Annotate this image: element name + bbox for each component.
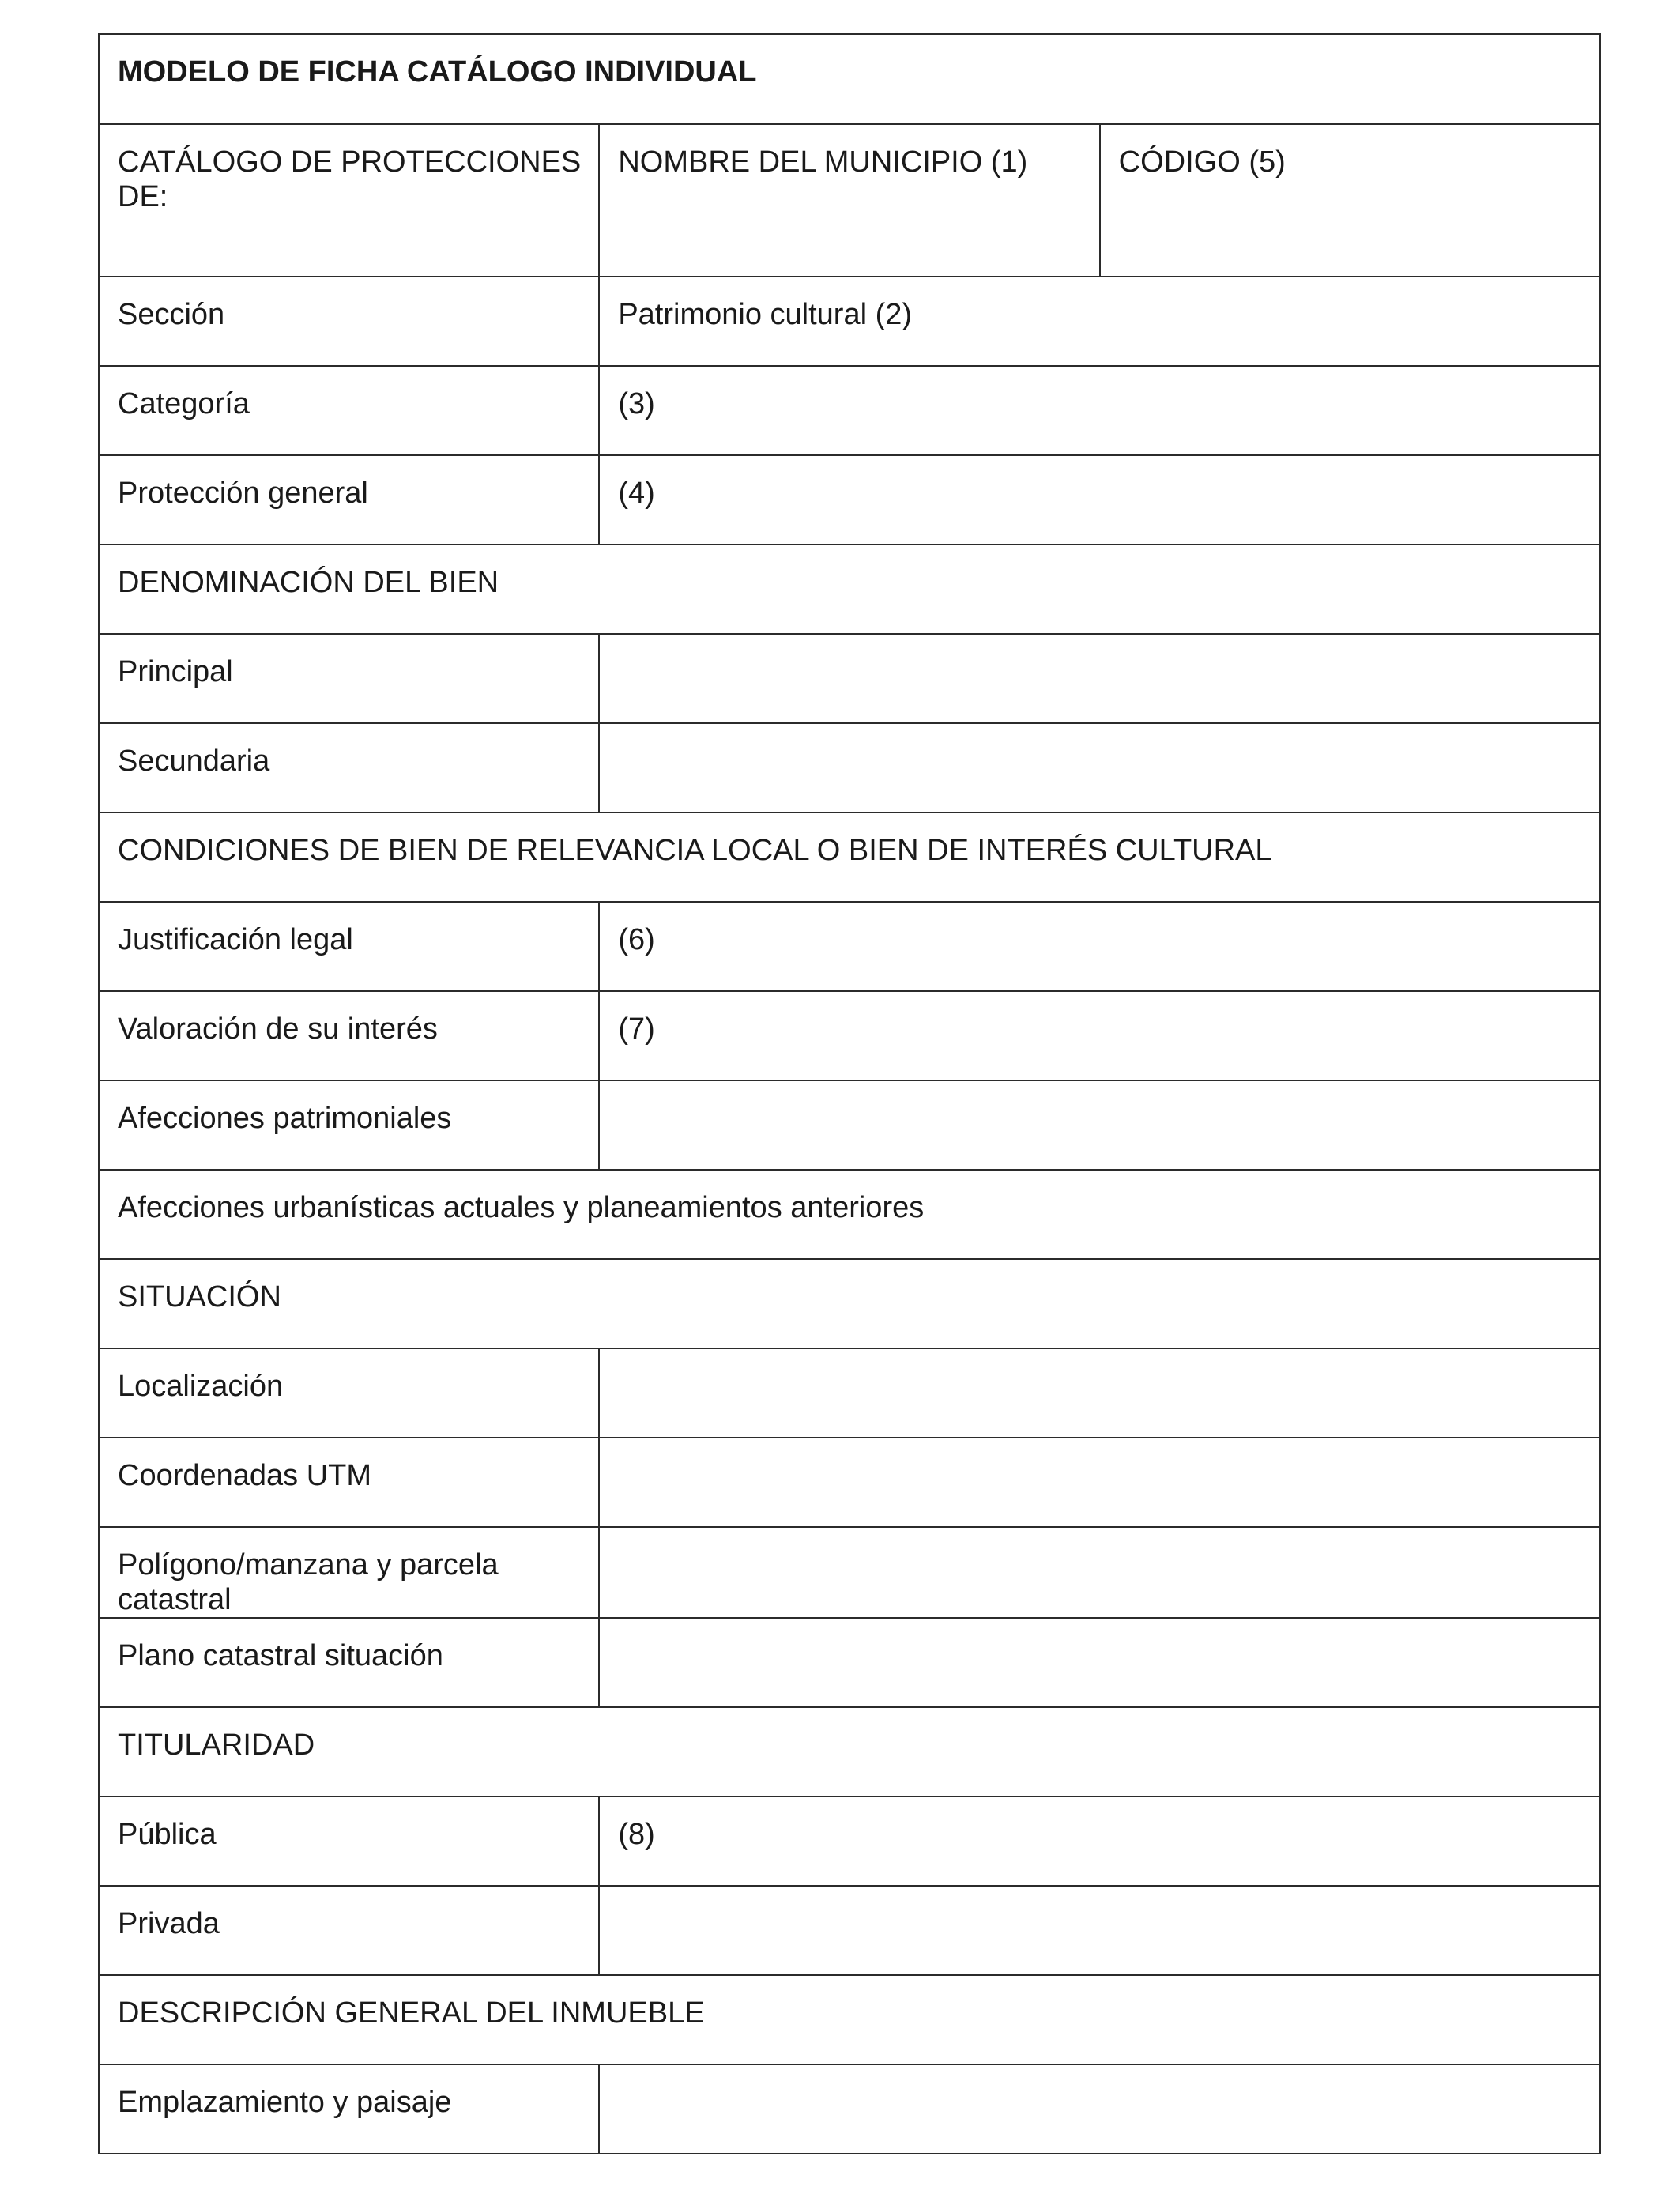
row-label: Secundaria [99, 723, 599, 812]
row-label: Sección [99, 277, 599, 366]
row-label: Valoración de su interés [99, 991, 599, 1080]
row-label: Protección general [99, 455, 599, 545]
catalogo-label: CATÁLOGO DE PROTECCIONES DE: [99, 124, 599, 277]
table-row [99, 723, 1600, 812]
full-width-row [99, 1170, 1600, 1259]
table-row [99, 1080, 1600, 1170]
section-heading-situacion: SITUACIÓN [99, 1259, 1600, 1348]
table-row [99, 1438, 1600, 1527]
row-label: Localización [99, 1348, 599, 1438]
section-heading-titularidad: TITULARIDAD [99, 1707, 1600, 1796]
municipio-cell[interactable] [599, 124, 1099, 277]
section-heading-row [99, 545, 1600, 634]
row-label: Emplazamiento y paisaje [99, 2064, 599, 2154]
row-value[interactable] [599, 2064, 1600, 2154]
row-label: Afecciones patrimoniales [99, 1080, 599, 1170]
table-row [99, 1796, 1600, 1886]
row-value[interactable]: Patrimonio cultural (2) [599, 277, 1600, 366]
row-value[interactable] [599, 1438, 1600, 1527]
section-heading-condiciones: CONDICIONES DE BIEN DE RELEVANCIA LOCAL O BIEN DE INTERÉS CULTURAL [99, 812, 1600, 902]
table-row [99, 991, 1600, 1080]
row-value[interactable] [599, 723, 1600, 812]
section-heading-row [99, 812, 1600, 902]
table-row [99, 1527, 1600, 1618]
table-row [99, 277, 1600, 366]
catalog-form-table [98, 33, 1601, 2154]
table-row [99, 2064, 1600, 2154]
row-label: Privada [99, 1886, 599, 1975]
table-row [99, 634, 1600, 723]
row-label: Coordenadas UTM [99, 1438, 599, 1527]
row-value[interactable]: (3) [599, 366, 1600, 455]
row-value[interactable] [599, 634, 1600, 723]
section-heading-row [99, 1259, 1600, 1348]
section-heading-denominacion: DENOMINACIÓN DEL BIEN [99, 545, 1600, 634]
row-label: Categoría [99, 366, 599, 455]
form-title: MODELO DE FICHA CATÁLOGO INDIVIDUAL [118, 55, 757, 89]
row-value[interactable]: (7) [599, 991, 1600, 1080]
row-label: Justificación legal [99, 902, 599, 991]
table-row [99, 1886, 1600, 1975]
table-row [99, 902, 1600, 991]
row-label: Plano catastral situación [99, 1618, 599, 1707]
row-label: Polígono/manzana y parcela catastral [99, 1527, 599, 1618]
municipio-field: NOMBRE DEL MUNICIPIO (1) [618, 145, 1028, 179]
row-value[interactable]: (8) [599, 1796, 1600, 1886]
section-heading-descripcion: DESCRIPCIÓN GENERAL DEL INMUEBLE [99, 1975, 1600, 2064]
catalog-header-row [99, 124, 1600, 277]
title-row [99, 34, 1600, 124]
row-value[interactable] [599, 1886, 1600, 1975]
table-row [99, 366, 1600, 455]
row-value[interactable] [599, 1618, 1600, 1707]
afecciones-urbanisticas-field[interactable]: Afecciones urbanísticas actuales y planeamientos anteriores [99, 1170, 1600, 1259]
section-heading-row [99, 1707, 1600, 1796]
form-title-cell [99, 34, 1600, 124]
row-value[interactable] [599, 1080, 1600, 1170]
section-heading-row [99, 1975, 1600, 2064]
row-value[interactable] [599, 1527, 1600, 1618]
row-value[interactable]: (6) [599, 902, 1600, 991]
row-value[interactable] [599, 1348, 1600, 1438]
codigo-field[interactable]: CÓDIGO (5) [1100, 124, 1600, 277]
row-label: Pública [99, 1796, 599, 1886]
row-value[interactable]: (4) [599, 455, 1600, 545]
table-row [99, 1348, 1600, 1438]
table-row [99, 1618, 1600, 1707]
row-label: Principal [99, 634, 599, 723]
table-row [99, 455, 1600, 545]
